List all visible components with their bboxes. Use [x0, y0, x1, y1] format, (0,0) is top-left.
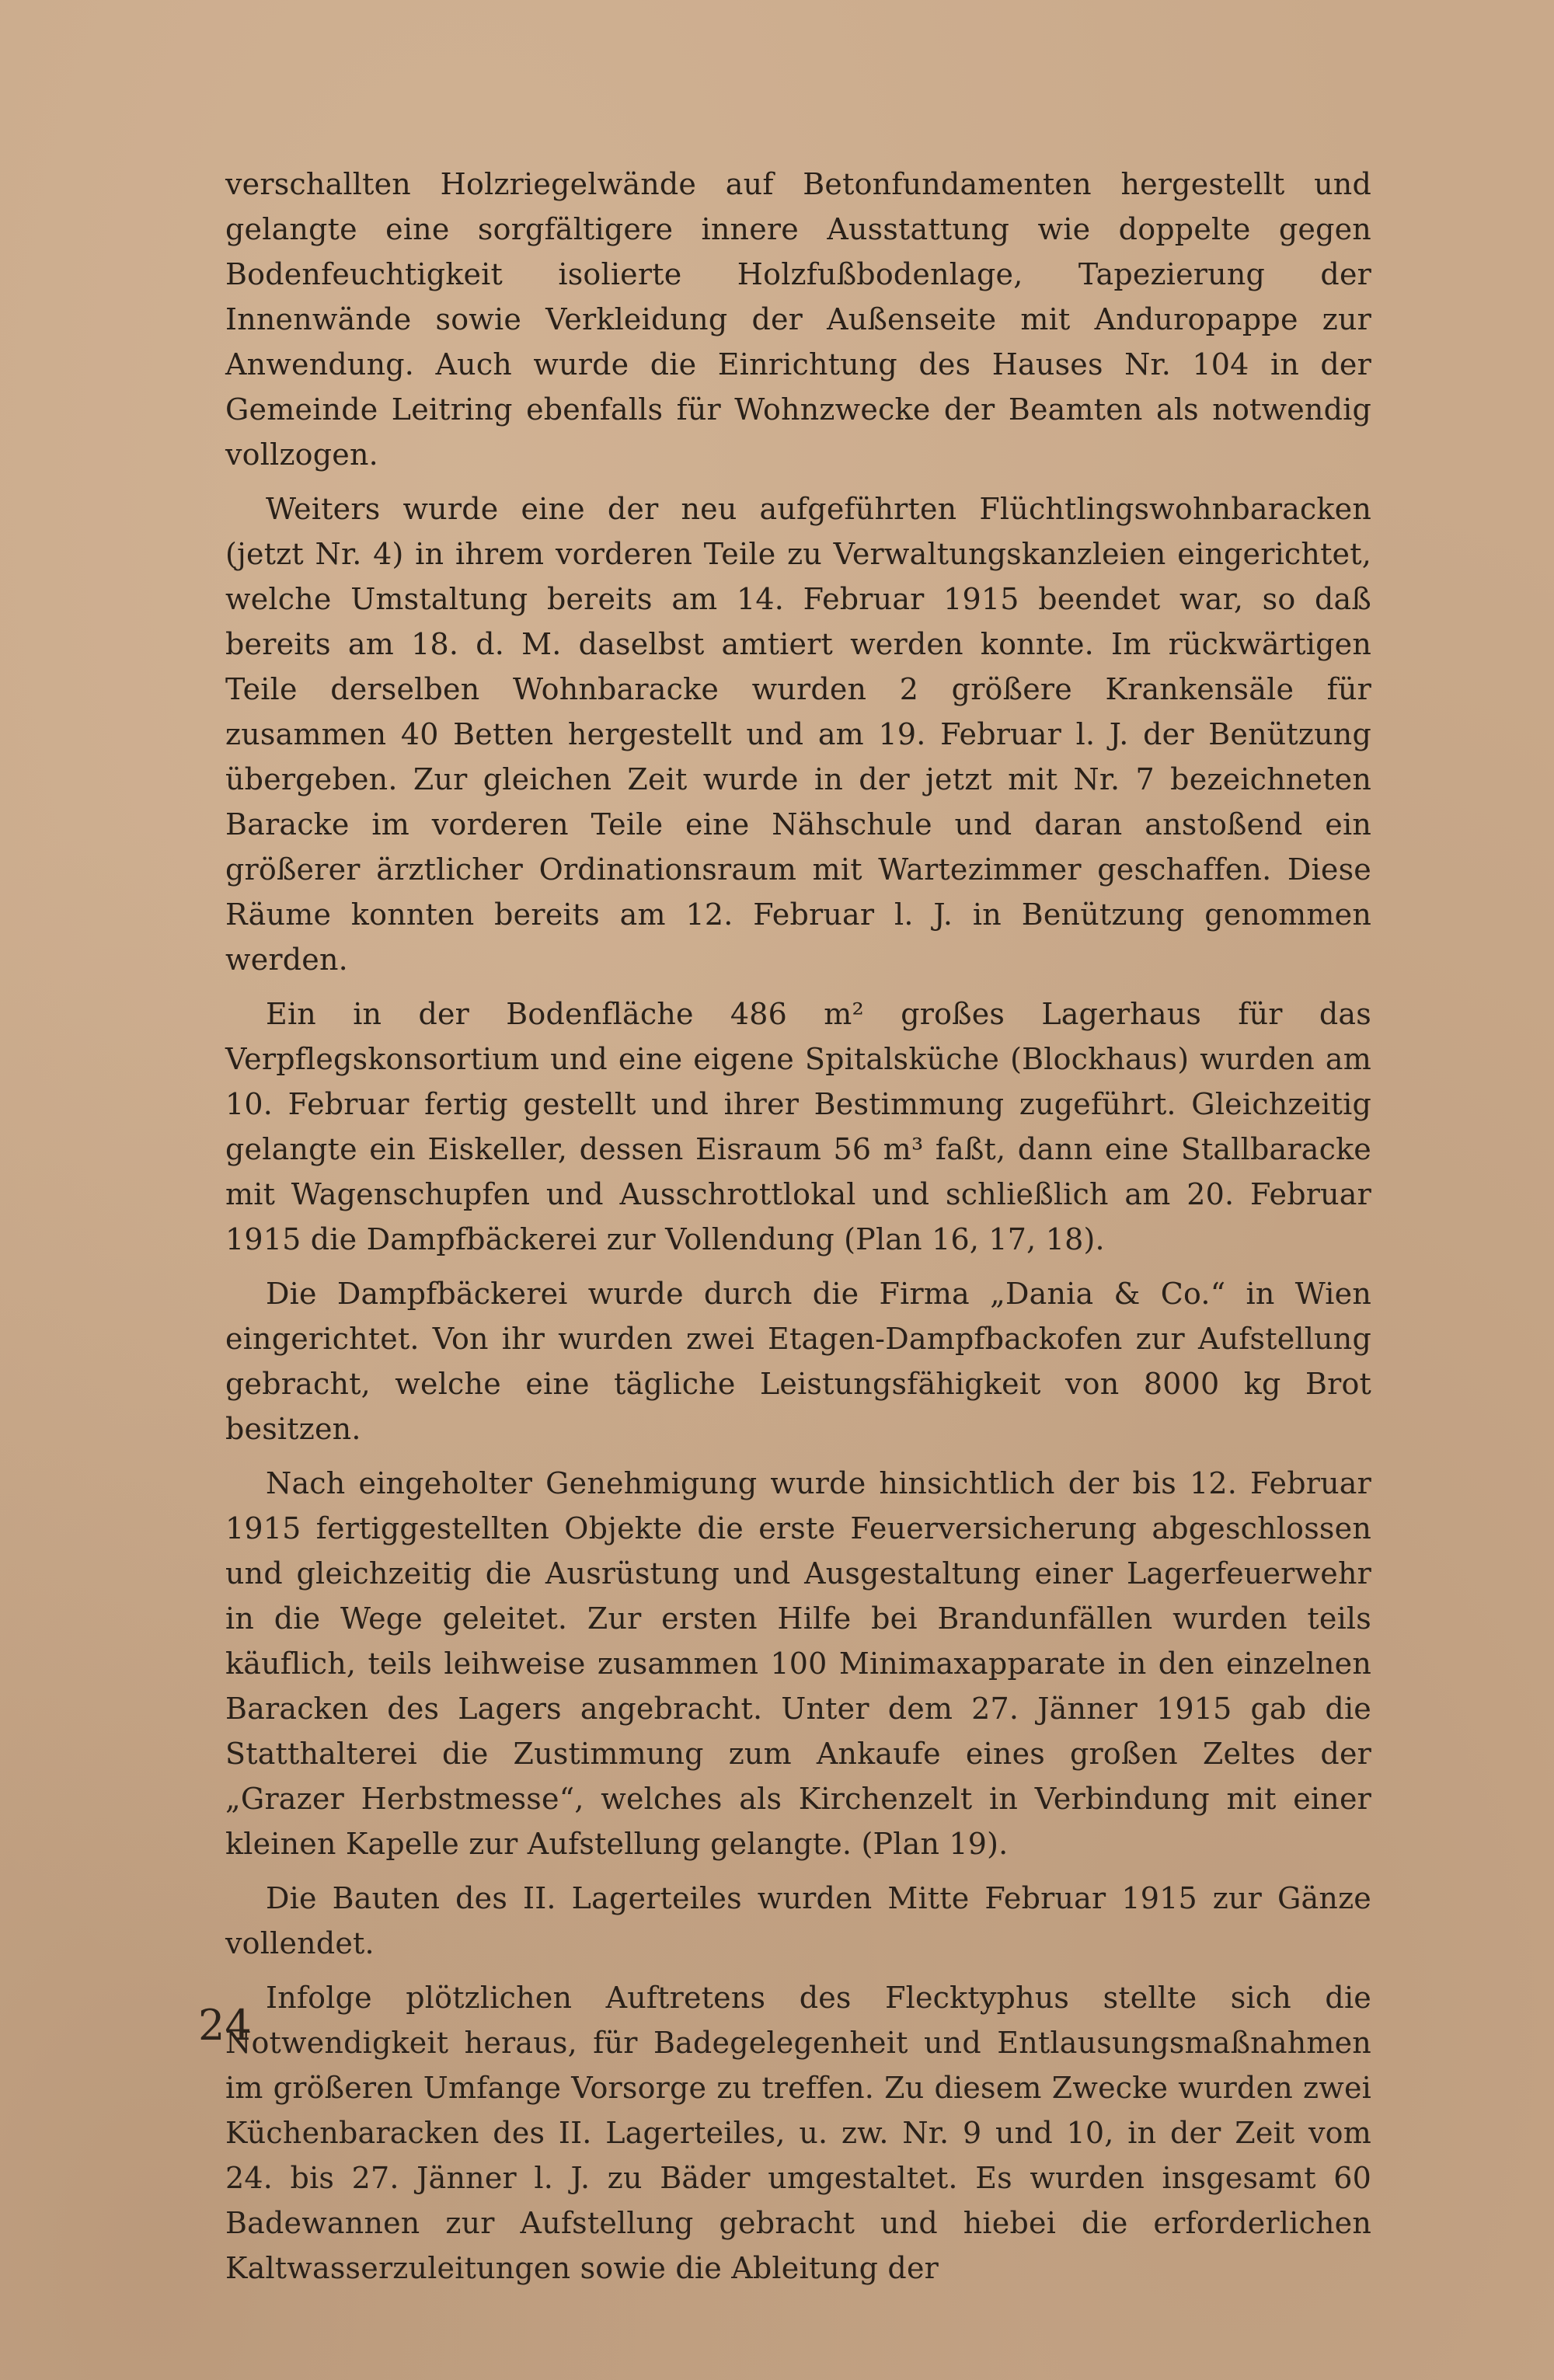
paragraph-1: verschallten Holzriegelwände auf Betonfundamenten hergestellt und gelangte eine sorgfältigere innere Ausstattung wie doppelte gegen Bodenfeuchtigkeit isolierte Holzfußbodenlage, Tapezierung der Innenwände sowie Verkleidung der Außenseite mit Anduropappe zur Anwendung. Auch wurde die Einrichtung des Hauses Nr. 104 in der Gemeinde Leitring ebenfalls für Wohnzwecke der Beamten als notwendig vollzogen. — [225, 167, 1371, 472]
paragraph-3: Ein in der Bodenfläche 486 m² großes Lagerhaus für das Verpflegskonsortium und eine eigene Spitalsküche (Blockhaus) wurden am 10. Februar fertig gestellt und ihrer Bestimmung zugeführt. Gleichzeitig gelangte ein Eiskeller, dessen Eisraum 56 m³ faßt, dann eine Stallbaracke mit Wagenschupfen und Ausschrottlokal und schließlich am 20. Februar 1915 die Dampfbäckerei zur Vollendung (Plan 16, 17, 18). — [225, 997, 1371, 1256]
paragraph-4: Die Dampfbäckerei wurde durch die Firma „Dania & Co.“ in Wien eingerichtet. Von ihr wurden zwei Etagen-Dampfbackofen zur Aufstellung gebracht, welche eine tägliche Leistungsfähigkeit von 8000 kg Brot besitzen. — [225, 1277, 1371, 1446]
paragraph-2: Weiters wurde eine der neu aufgeführten Flüchtlingswohnbaracken (jetzt Nr. 4) in ihrem vorderen Teile zu Verwaltungskanzleien eingerichtet, welche Umstaltung bereits am 14. Februar 1915 beendet war, so daß bereits am 18. d. M. daselbst amtiert werden konnte. Im rückwärtigen Teile derselben Wohnbaracke wurden 2 größere Krankensäle für zusammen 40 Betten hergestellt und am 19. Februar l. J. der Benützung übergeben. Zur gleichen Zeit wurde in der jetzt mit Nr. 7 bezeichneten Baracke im vorderen Teile eine Nähschule und daran anstoßend ein größerer ärztlicher Ordinationsraum mit Wartezimmer geschaffen. Diese Räume konnten bereits am 12. Februar l. J. in Benützung genommen werden. — [225, 492, 1371, 977]
paragraph-6: Die Bauten des II. Lagerteiles wurden Mitte Februar 1915 zur Gänze vollendet. — [225, 1881, 1371, 1960]
body-text — [225, 162, 1371, 2300]
page-number: 24 — [198, 2001, 252, 2050]
paragraph-5: Nach eingeholter Genehmigung wurde hinsichtlich der bis 12. Februar 1915 fertiggestellten Objekte die erste Feuerversicherung abgeschlossen und gleichzeitig die Ausrüstung und Ausgestaltung einer Lagerfeuerwehr in die Wege geleitet. Zur ersten Hilfe bei Brandunfällen wurden teils käuflich, teils leihweise zusammen 100 Minimaxapparate in den einzelnen Baracken des Lagers angebracht. Unter dem 27. Jänner 1915 gab die Statthalterei die Zustimmung zum Ankaufe eines großen Zeltes der „Grazer Herbstmesse“, welches als Kirchenzelt in Verbindung mit einer kleinen Kapelle zur Aufstellung gelangte. (Plan 19). — [225, 1466, 1371, 1861]
paragraph-7: Infolge plötzlichen Auftretens des Flecktyphus stellte sich die Notwendigkeit heraus, für Badegelegenheit und Entlausungsmaßnahmen im größeren Umfange Vorsorge zu treffen. Zu diesem Zwecke wurden zwei Küchenbaracken des II. Lagerteiles, u. zw. Nr. 9 und 10, in der Zeit vom 24. bis 27. Jänner l. J. zu Bäder umgestaltet. Es wurden insgesamt 60 Badewannen zur Aufstellung gebracht und hiebei die erforderlichen Kaltwasserzuleitungen sowie die Ableitung der — [225, 1981, 1371, 2285]
